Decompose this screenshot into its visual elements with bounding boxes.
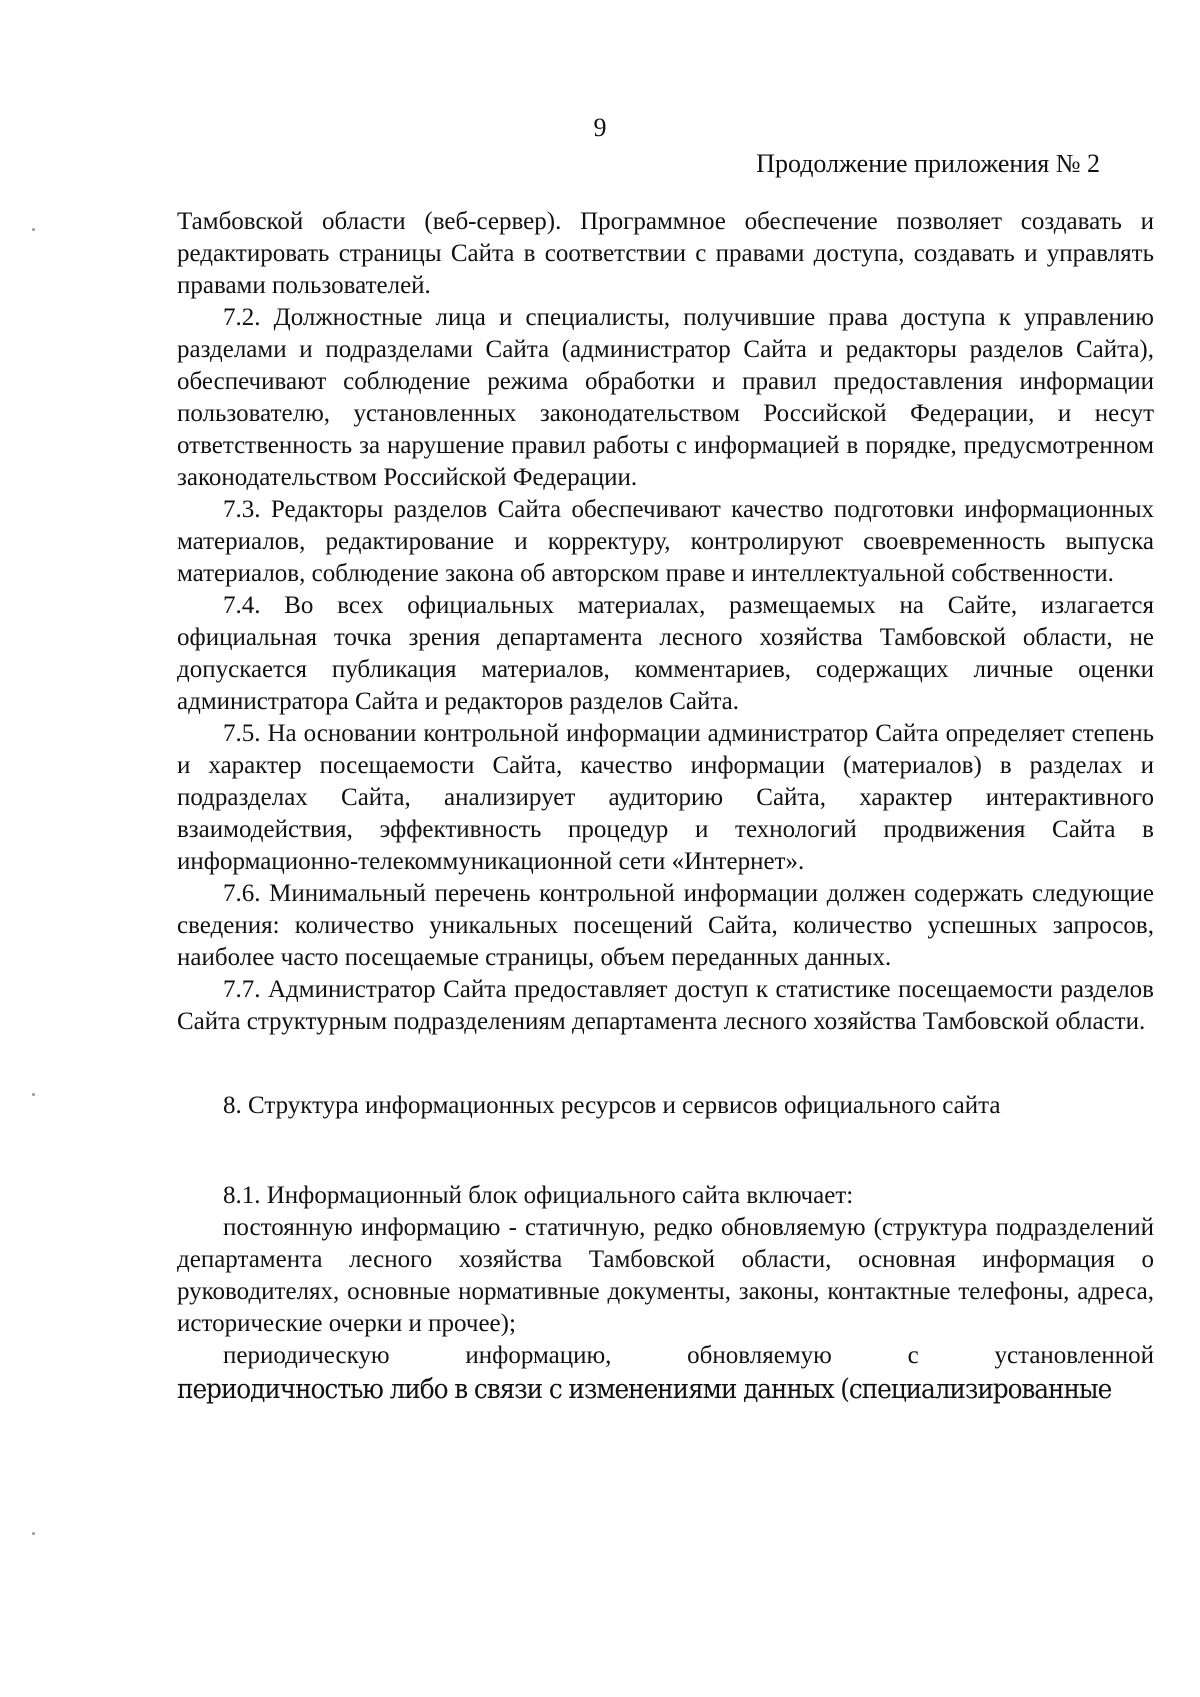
scan-speck (32, 1093, 35, 1096)
paragraph-continuation: Тамбовской области (веб-сервер). Программное обеспечение позволяет создавать и редактировать страницы Сайта в соответствии с правами доступа, создавать и управлять правами пользователей. (177, 208, 1154, 299)
paragraph-periodic-info-continued: периодичностью либо в связи с изменениями данных (специализированные (177, 1374, 1112, 1405)
page-number: 9 (593, 113, 607, 142)
scan-speck (32, 228, 35, 231)
paragraph-7-2: 7.2. Должностные лица и специалисты, получившие права доступа к управлению разделами и подразделами Сайта (администратор Сайта и редакторы разделов Сайта), обеспечивают соблюдение режима обработки и правил предоставления информации пользователю, установленных законодательством Российской Федерации, и несут ответственность за нарушение правил работы с информацией в порядке, предусмотренном законодательством Российской Федерации. (177, 304, 1154, 491)
paragraph-periodic-info: периодическую информацию, обновляемую с установленной (223, 1342, 1154, 1369)
scan-speck (32, 1532, 35, 1535)
paragraph-7-4: 7.4. Во всех официальных материалах, размещаемых на Сайте, излагается официальная точка зрения департамента лесного хозяйства Тамбовской области, не допускается публикация материалов, комментариев, содержащих личные оценки администратора Сайта и редакторов разделов Сайта. (177, 592, 1154, 715)
paragraph-permanent-info: постоянную информацию - статичную, редко обновляемую (структура подразделений департамента лесного хозяйства Тамбовской области, основная информация о руководителях, основные нормативные документы, законы, контактные телефоны, адреса, исторические очерки и прочее); (177, 1214, 1154, 1337)
section-heading-8: 8. Структура информационных ресурсов и сервисов официального сайта (223, 1092, 1001, 1119)
document-body (177, 206, 1154, 1408)
paragraph-7-7: 7.7. Администратор Сайта предоставляет доступ к статистике посещаемости разделов Сайта структурным подразделениям департамента лесного хозяйства Тамбовской области. (177, 976, 1154, 1035)
paragraph-8-1: 8.1. Информационный блок официального сайта включает: (223, 1182, 854, 1209)
appendix-continuation-note: Продолжение приложения № 2 (756, 149, 1100, 178)
spacer (177, 1122, 1154, 1180)
paragraph-7-3: 7.3. Редакторы разделов Сайта обеспечивают качество подготовки информационных материалов, редактирование и корректуру, контролируют своевременность выпуска материалов, соблюдение закона об авторском праве и интеллектуальной собственности. (177, 496, 1154, 587)
paragraph-7-6: 7.6. Минимальный перечень контрольной информации должен содержать следующие сведения: количество уникальных посещений Сайта, количество успешных запросов, наиболее часто посещаемые страницы, объем переданных данных. (177, 880, 1154, 971)
paragraph-7-5: 7.5. На основании контрольной информации администратор Сайта определяет степень и характер посещаемости Сайта, качество информации (материалов) в разделах и подразделах Сайта, анализирует аудиторию Сайта, характер интерактивного взаимодействия, эффективность процедур и технологий продвижения Сайта в информационно-телекоммуникационной сети «Интернет». (177, 720, 1154, 875)
